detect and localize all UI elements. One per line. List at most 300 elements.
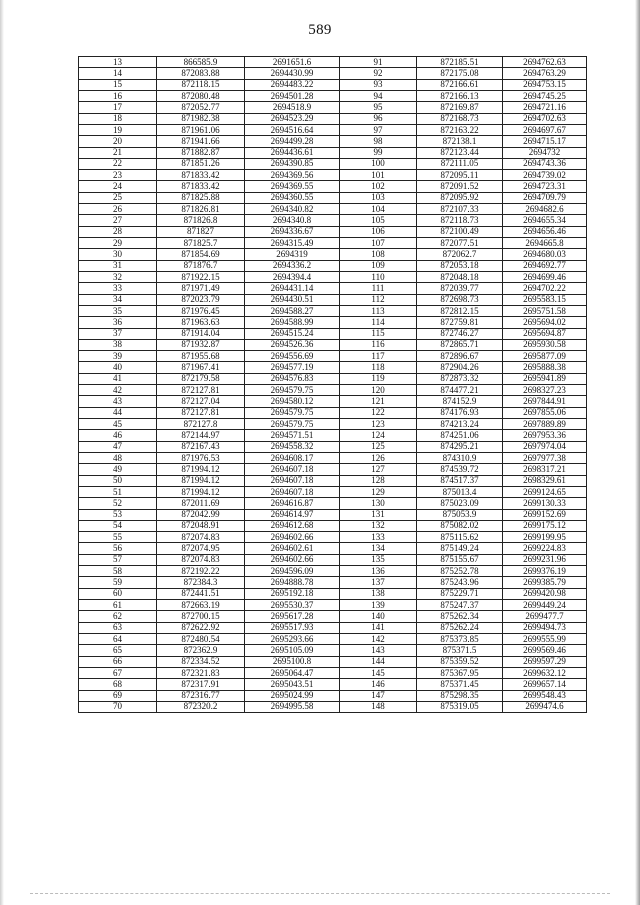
right-point-number-cell: 101 bbox=[340, 170, 417, 181]
right-x-coordinate-cell: 875371.45 bbox=[417, 679, 503, 690]
left-x-coordinate-cell: 872317.91 bbox=[157, 679, 245, 690]
right-point-number-cell: 141 bbox=[340, 622, 417, 633]
right-x-coordinate-cell: 872812.15 bbox=[417, 305, 503, 316]
left-point-number-cell: 30 bbox=[79, 249, 157, 260]
left-y-coordinate-cell: 2691651.6 bbox=[245, 57, 340, 68]
table-row bbox=[79, 102, 587, 113]
right-x-coordinate-cell: 872138.1 bbox=[417, 136, 503, 147]
right-point-number-cell: 147 bbox=[340, 690, 417, 701]
left-point-number-cell: 28 bbox=[79, 226, 157, 237]
table-row bbox=[79, 396, 587, 407]
right-x-coordinate-cell: 874477.21 bbox=[417, 385, 503, 396]
left-x-coordinate-cell: 872167.43 bbox=[157, 441, 245, 452]
right-point-number-cell: 136 bbox=[340, 566, 417, 577]
left-x-coordinate-cell: 872334.52 bbox=[157, 656, 245, 667]
left-y-coordinate-cell: 2694607.18 bbox=[245, 486, 340, 497]
left-x-coordinate-cell: 872011.69 bbox=[157, 498, 245, 509]
left-point-number-cell: 21 bbox=[79, 147, 157, 158]
left-y-coordinate-cell: 2694430.51 bbox=[245, 294, 340, 305]
right-y-coordinate-cell: 2694680.03 bbox=[503, 249, 587, 260]
right-x-coordinate-cell: 875252.78 bbox=[417, 566, 503, 577]
right-point-number-cell: 146 bbox=[340, 679, 417, 690]
left-y-coordinate-cell: 2694602.66 bbox=[245, 532, 340, 543]
left-point-number-cell: 15 bbox=[79, 79, 157, 90]
left-x-coordinate-cell: 872700.15 bbox=[157, 611, 245, 622]
table-row bbox=[79, 68, 587, 79]
right-point-number-cell: 99 bbox=[340, 147, 417, 158]
left-x-coordinate-cell: 871876.7 bbox=[157, 260, 245, 271]
right-y-coordinate-cell: 2699199.95 bbox=[503, 532, 587, 543]
page-bottom-rule bbox=[30, 893, 610, 894]
left-point-number-cell: 53 bbox=[79, 509, 157, 520]
table-row bbox=[79, 679, 587, 690]
right-x-coordinate-cell: 874539.72 bbox=[417, 464, 503, 475]
left-x-coordinate-cell: 872023.79 bbox=[157, 294, 245, 305]
left-y-coordinate-cell: 2694518.9 bbox=[245, 102, 340, 113]
left-x-coordinate-cell: 866585.9 bbox=[157, 57, 245, 68]
table-row bbox=[79, 441, 587, 452]
left-y-coordinate-cell: 2694515.24 bbox=[245, 328, 340, 339]
right-x-coordinate-cell: 875013.4 bbox=[417, 486, 503, 497]
left-x-coordinate-cell: 871963.63 bbox=[157, 317, 245, 328]
left-point-number-cell: 67 bbox=[79, 667, 157, 678]
right-y-coordinate-cell: 2699477.7 bbox=[503, 611, 587, 622]
right-y-coordinate-cell: 2694745.25 bbox=[503, 90, 587, 101]
page-number: 589 bbox=[308, 22, 332, 38]
left-x-coordinate-cell: 871961.06 bbox=[157, 124, 245, 135]
left-x-coordinate-cell: 872384.3 bbox=[157, 577, 245, 588]
left-point-number-cell: 40 bbox=[79, 362, 157, 373]
right-y-coordinate-cell: 2699231.96 bbox=[503, 554, 587, 565]
left-point-number-cell: 29 bbox=[79, 238, 157, 249]
left-x-coordinate-cell: 872074.83 bbox=[157, 554, 245, 565]
table-row bbox=[79, 170, 587, 181]
left-point-number-cell: 61 bbox=[79, 600, 157, 611]
right-point-number-cell: 108 bbox=[340, 249, 417, 260]
right-x-coordinate-cell: 872185.51 bbox=[417, 57, 503, 68]
table-row bbox=[79, 238, 587, 249]
left-y-coordinate-cell: 2694607.18 bbox=[245, 464, 340, 475]
right-y-coordinate-cell: 2694665.8 bbox=[503, 238, 587, 249]
right-point-number-cell: 125 bbox=[340, 441, 417, 452]
right-y-coordinate-cell: 2697977.38 bbox=[503, 452, 587, 463]
right-point-number-cell: 126 bbox=[340, 452, 417, 463]
right-y-coordinate-cell: 2695877.09 bbox=[503, 351, 587, 362]
right-point-number-cell: 123 bbox=[340, 419, 417, 430]
right-y-coordinate-cell: 2697855.06 bbox=[503, 407, 587, 418]
right-point-number-cell: 134 bbox=[340, 543, 417, 554]
left-y-coordinate-cell: 2694523.29 bbox=[245, 113, 340, 124]
right-point-number-cell: 98 bbox=[340, 136, 417, 147]
right-point-number-cell: 111 bbox=[340, 283, 417, 294]
left-point-number-cell: 58 bbox=[79, 566, 157, 577]
left-point-number-cell: 39 bbox=[79, 351, 157, 362]
right-y-coordinate-cell: 2699175.12 bbox=[503, 520, 587, 531]
left-y-coordinate-cell: 2694576.83 bbox=[245, 373, 340, 384]
table-row bbox=[79, 667, 587, 678]
left-point-number-cell: 59 bbox=[79, 577, 157, 588]
right-x-coordinate-cell: 875262.24 bbox=[417, 622, 503, 633]
right-y-coordinate-cell: 2697974.04 bbox=[503, 441, 587, 452]
right-point-number-cell: 118 bbox=[340, 362, 417, 373]
table-row bbox=[79, 158, 587, 169]
left-x-coordinate-cell: 872179.58 bbox=[157, 373, 245, 384]
right-y-coordinate-cell: 2694732 bbox=[503, 147, 587, 158]
left-y-coordinate-cell: 2694995.58 bbox=[245, 701, 340, 712]
left-y-coordinate-cell: 2694315.49 bbox=[245, 238, 340, 249]
left-y-coordinate-cell: 2694607.18 bbox=[245, 475, 340, 486]
right-point-number-cell: 107 bbox=[340, 238, 417, 249]
right-y-coordinate-cell: 2694753.15 bbox=[503, 79, 587, 90]
right-y-coordinate-cell: 2697844.91 bbox=[503, 396, 587, 407]
table-row bbox=[79, 520, 587, 531]
right-x-coordinate-cell: 875373.85 bbox=[417, 633, 503, 644]
left-y-coordinate-cell: 2694340.8 bbox=[245, 215, 340, 226]
right-point-number-cell: 127 bbox=[340, 464, 417, 475]
table-row bbox=[79, 294, 587, 305]
left-x-coordinate-cell: 872074.95 bbox=[157, 543, 245, 554]
left-y-coordinate-cell: 2694602.61 bbox=[245, 543, 340, 554]
right-x-coordinate-cell: 872118.73 bbox=[417, 215, 503, 226]
left-x-coordinate-cell: 872321.83 bbox=[157, 667, 245, 678]
right-point-number-cell: 116 bbox=[340, 339, 417, 350]
right-y-coordinate-cell: 2699632.12 bbox=[503, 667, 587, 678]
right-point-number-cell: 142 bbox=[340, 633, 417, 644]
right-point-number-cell: 121 bbox=[340, 396, 417, 407]
right-x-coordinate-cell: 872048.18 bbox=[417, 271, 503, 282]
right-y-coordinate-cell: 2695930.58 bbox=[503, 339, 587, 350]
left-point-number-cell: 70 bbox=[79, 701, 157, 712]
right-x-coordinate-cell: 875229.71 bbox=[417, 588, 503, 599]
left-point-number-cell: 48 bbox=[79, 452, 157, 463]
right-x-coordinate-cell: 872175.08 bbox=[417, 68, 503, 79]
left-y-coordinate-cell: 2694571.51 bbox=[245, 430, 340, 441]
table-row bbox=[79, 656, 587, 667]
left-x-coordinate-cell: 872048.91 bbox=[157, 520, 245, 531]
left-y-coordinate-cell: 2694319 bbox=[245, 249, 340, 260]
left-x-coordinate-cell: 871826.81 bbox=[157, 204, 245, 215]
left-point-number-cell: 31 bbox=[79, 260, 157, 271]
left-x-coordinate-cell: 871994.12 bbox=[157, 464, 245, 475]
left-y-coordinate-cell: 2694483.22 bbox=[245, 79, 340, 90]
right-x-coordinate-cell: 874310.9 bbox=[417, 452, 503, 463]
right-y-coordinate-cell: 2699474.6 bbox=[503, 701, 587, 712]
left-x-coordinate-cell: 871967.41 bbox=[157, 362, 245, 373]
table-row bbox=[79, 136, 587, 147]
table-row bbox=[79, 566, 587, 577]
table-row bbox=[79, 509, 587, 520]
table-row bbox=[79, 317, 587, 328]
left-point-number-cell: 66 bbox=[79, 656, 157, 667]
left-y-coordinate-cell: 2694390.85 bbox=[245, 158, 340, 169]
right-x-coordinate-cell: 872873.32 bbox=[417, 373, 503, 384]
right-x-coordinate-cell: 872166.61 bbox=[417, 79, 503, 90]
table-row bbox=[79, 215, 587, 226]
left-point-number-cell: 38 bbox=[79, 339, 157, 350]
right-point-number-cell: 105 bbox=[340, 215, 417, 226]
left-y-coordinate-cell: 2694360.55 bbox=[245, 192, 340, 203]
right-point-number-cell: 95 bbox=[340, 102, 417, 113]
table-row bbox=[79, 79, 587, 90]
left-point-number-cell: 69 bbox=[79, 690, 157, 701]
table-row bbox=[79, 305, 587, 316]
left-point-number-cell: 16 bbox=[79, 90, 157, 101]
right-x-coordinate-cell: 875367.95 bbox=[417, 667, 503, 678]
left-y-coordinate-cell: 2694588.99 bbox=[245, 317, 340, 328]
right-point-number-cell: 135 bbox=[340, 554, 417, 565]
right-y-coordinate-cell: 2699420.98 bbox=[503, 588, 587, 599]
left-y-coordinate-cell: 2694336.67 bbox=[245, 226, 340, 237]
right-y-coordinate-cell: 2699449.24 bbox=[503, 600, 587, 611]
right-y-coordinate-cell: 2699569.46 bbox=[503, 645, 587, 656]
left-y-coordinate-cell: 2694516.64 bbox=[245, 124, 340, 135]
left-point-number-cell: 68 bbox=[79, 679, 157, 690]
right-point-number-cell: 113 bbox=[340, 305, 417, 316]
right-point-number-cell: 100 bbox=[340, 158, 417, 169]
right-y-coordinate-cell: 2694743.36 bbox=[503, 158, 587, 169]
right-y-coordinate-cell: 2695583.15 bbox=[503, 294, 587, 305]
right-x-coordinate-cell: 872759.81 bbox=[417, 317, 503, 328]
right-x-coordinate-cell: 872111.05 bbox=[417, 158, 503, 169]
table-row bbox=[79, 57, 587, 68]
left-y-coordinate-cell: 2694369.56 bbox=[245, 170, 340, 181]
right-x-coordinate-cell: 872107.33 bbox=[417, 204, 503, 215]
left-y-coordinate-cell: 2694436.61 bbox=[245, 147, 340, 158]
left-point-number-cell: 32 bbox=[79, 271, 157, 282]
table-row bbox=[79, 124, 587, 135]
left-x-coordinate-cell: 871825.7 bbox=[157, 238, 245, 249]
left-x-coordinate-cell: 871825.88 bbox=[157, 192, 245, 203]
left-y-coordinate-cell: 2694577.19 bbox=[245, 362, 340, 373]
left-point-number-cell: 33 bbox=[79, 283, 157, 294]
left-y-coordinate-cell: 2695105.09 bbox=[245, 645, 340, 656]
right-y-coordinate-cell: 2694762.63 bbox=[503, 57, 587, 68]
table-row bbox=[79, 373, 587, 384]
right-y-coordinate-cell: 2694702.63 bbox=[503, 113, 587, 124]
left-point-number-cell: 35 bbox=[79, 305, 157, 316]
left-point-number-cell: 34 bbox=[79, 294, 157, 305]
left-x-coordinate-cell: 872127.04 bbox=[157, 396, 245, 407]
right-x-coordinate-cell: 875155.67 bbox=[417, 554, 503, 565]
right-x-coordinate-cell: 874176.93 bbox=[417, 407, 503, 418]
table-row bbox=[79, 328, 587, 339]
right-point-number-cell: 93 bbox=[340, 79, 417, 90]
right-x-coordinate-cell: 872100.49 bbox=[417, 226, 503, 237]
table-body bbox=[79, 57, 587, 713]
right-y-coordinate-cell: 2699376.19 bbox=[503, 566, 587, 577]
right-point-number-cell: 119 bbox=[340, 373, 417, 384]
right-point-number-cell: 128 bbox=[340, 475, 417, 486]
right-x-coordinate-cell: 875319.05 bbox=[417, 701, 503, 712]
right-y-coordinate-cell: 2699385.79 bbox=[503, 577, 587, 588]
table-row bbox=[79, 339, 587, 350]
right-y-coordinate-cell: 2695941.89 bbox=[503, 373, 587, 384]
right-x-coordinate-cell: 872123.44 bbox=[417, 147, 503, 158]
left-x-coordinate-cell: 871882.87 bbox=[157, 147, 245, 158]
right-y-coordinate-cell: 2694723.31 bbox=[503, 181, 587, 192]
left-x-coordinate-cell: 872074.83 bbox=[157, 532, 245, 543]
coordinates-table bbox=[78, 56, 587, 713]
left-y-coordinate-cell: 2694336.2 bbox=[245, 260, 340, 271]
table-row bbox=[79, 498, 587, 509]
right-point-number-cell: 94 bbox=[340, 90, 417, 101]
left-x-coordinate-cell: 871932.87 bbox=[157, 339, 245, 350]
left-x-coordinate-cell: 871827 bbox=[157, 226, 245, 237]
table-row bbox=[79, 385, 587, 396]
right-x-coordinate-cell: 872039.77 bbox=[417, 283, 503, 294]
right-y-coordinate-cell: 2699555.99 bbox=[503, 633, 587, 644]
right-y-coordinate-cell: 2694763.29 bbox=[503, 68, 587, 79]
left-x-coordinate-cell: 871994.12 bbox=[157, 475, 245, 486]
left-point-number-cell: 18 bbox=[79, 113, 157, 124]
left-point-number-cell: 44 bbox=[79, 407, 157, 418]
right-x-coordinate-cell: 872698.73 bbox=[417, 294, 503, 305]
left-y-coordinate-cell: 2694614.97 bbox=[245, 509, 340, 520]
table-row bbox=[79, 611, 587, 622]
left-x-coordinate-cell: 871976.53 bbox=[157, 452, 245, 463]
right-x-coordinate-cell: 875082.02 bbox=[417, 520, 503, 531]
left-point-number-cell: 42 bbox=[79, 385, 157, 396]
right-x-coordinate-cell: 875115.62 bbox=[417, 532, 503, 543]
left-y-coordinate-cell: 2695100.8 bbox=[245, 656, 340, 667]
left-y-coordinate-cell: 2694499.28 bbox=[245, 136, 340, 147]
left-point-number-cell: 65 bbox=[79, 645, 157, 656]
right-y-coordinate-cell: 2694702.22 bbox=[503, 283, 587, 294]
right-x-coordinate-cell: 872904.26 bbox=[417, 362, 503, 373]
right-point-number-cell: 110 bbox=[340, 271, 417, 282]
left-y-coordinate-cell: 2694608.17 bbox=[245, 452, 340, 463]
right-point-number-cell: 148 bbox=[340, 701, 417, 712]
left-point-number-cell: 50 bbox=[79, 475, 157, 486]
table-row bbox=[79, 633, 587, 644]
left-point-number-cell: 49 bbox=[79, 464, 157, 475]
left-x-coordinate-cell: 872127.81 bbox=[157, 385, 245, 396]
table-row bbox=[79, 554, 587, 565]
right-x-coordinate-cell: 872053.18 bbox=[417, 260, 503, 271]
left-x-coordinate-cell: 872362.9 bbox=[157, 645, 245, 656]
left-y-coordinate-cell: 2695530.37 bbox=[245, 600, 340, 611]
left-y-coordinate-cell: 2695293.66 bbox=[245, 633, 340, 644]
right-x-coordinate-cell: 874517.37 bbox=[417, 475, 503, 486]
left-y-coordinate-cell: 2694596.09 bbox=[245, 566, 340, 577]
left-point-number-cell: 24 bbox=[79, 181, 157, 192]
right-x-coordinate-cell: 872896.67 bbox=[417, 351, 503, 362]
left-y-coordinate-cell: 2694558.32 bbox=[245, 441, 340, 452]
left-point-number-cell: 37 bbox=[79, 328, 157, 339]
right-y-coordinate-cell: 2699124.65 bbox=[503, 486, 587, 497]
left-x-coordinate-cell: 871833.42 bbox=[157, 170, 245, 181]
table-row bbox=[79, 543, 587, 554]
right-point-number-cell: 103 bbox=[340, 192, 417, 203]
table-row bbox=[79, 645, 587, 656]
left-point-number-cell: 45 bbox=[79, 419, 157, 430]
right-point-number-cell: 112 bbox=[340, 294, 417, 305]
left-point-number-cell: 13 bbox=[79, 57, 157, 68]
right-point-number-cell: 114 bbox=[340, 317, 417, 328]
left-y-coordinate-cell: 2695517.93 bbox=[245, 622, 340, 633]
right-point-number-cell: 96 bbox=[340, 113, 417, 124]
right-x-coordinate-cell: 875149.24 bbox=[417, 543, 503, 554]
right-point-number-cell: 115 bbox=[340, 328, 417, 339]
left-y-coordinate-cell: 2694612.68 bbox=[245, 520, 340, 531]
left-y-coordinate-cell: 2694394.4 bbox=[245, 271, 340, 282]
right-x-coordinate-cell: 872062.7 bbox=[417, 249, 503, 260]
table-row bbox=[79, 588, 587, 599]
left-x-coordinate-cell: 872080.48 bbox=[157, 90, 245, 101]
left-x-coordinate-cell: 872127.8 bbox=[157, 419, 245, 430]
right-point-number-cell: 104 bbox=[340, 204, 417, 215]
table-row bbox=[79, 351, 587, 362]
left-x-coordinate-cell: 871976.45 bbox=[157, 305, 245, 316]
left-x-coordinate-cell: 872042.99 bbox=[157, 509, 245, 520]
left-point-number-cell: 36 bbox=[79, 317, 157, 328]
left-x-coordinate-cell: 872441.51 bbox=[157, 588, 245, 599]
table-row bbox=[79, 452, 587, 463]
table-row bbox=[79, 90, 587, 101]
left-x-coordinate-cell: 872083.88 bbox=[157, 68, 245, 79]
left-point-number-cell: 17 bbox=[79, 102, 157, 113]
left-x-coordinate-cell: 871971.49 bbox=[157, 283, 245, 294]
right-y-coordinate-cell: 2695888.38 bbox=[503, 362, 587, 373]
left-x-coordinate-cell: 871941.66 bbox=[157, 136, 245, 147]
right-point-number-cell: 124 bbox=[340, 430, 417, 441]
right-point-number-cell: 131 bbox=[340, 509, 417, 520]
left-point-number-cell: 60 bbox=[79, 588, 157, 599]
right-point-number-cell: 139 bbox=[340, 600, 417, 611]
right-y-coordinate-cell: 2694656.46 bbox=[503, 226, 587, 237]
left-point-number-cell: 54 bbox=[79, 520, 157, 531]
table-row bbox=[79, 249, 587, 260]
table-row bbox=[79, 600, 587, 611]
left-x-coordinate-cell: 871982.38 bbox=[157, 113, 245, 124]
right-x-coordinate-cell: 874213.24 bbox=[417, 419, 503, 430]
left-x-coordinate-cell: 871854.69 bbox=[157, 249, 245, 260]
table-row bbox=[79, 430, 587, 441]
right-x-coordinate-cell: 872168.73 bbox=[417, 113, 503, 124]
left-x-coordinate-cell: 872192.22 bbox=[157, 566, 245, 577]
right-y-coordinate-cell: 2695751.58 bbox=[503, 305, 587, 316]
right-y-coordinate-cell: 2699152.69 bbox=[503, 509, 587, 520]
right-point-number-cell: 137 bbox=[340, 577, 417, 588]
right-x-coordinate-cell: 875023.09 bbox=[417, 498, 503, 509]
right-y-coordinate-cell: 2694721.16 bbox=[503, 102, 587, 113]
right-y-coordinate-cell: 2694682.6 bbox=[503, 204, 587, 215]
right-point-number-cell: 138 bbox=[340, 588, 417, 599]
right-point-number-cell: 109 bbox=[340, 260, 417, 271]
left-point-number-cell: 47 bbox=[79, 441, 157, 452]
right-point-number-cell: 143 bbox=[340, 645, 417, 656]
left-point-number-cell: 57 bbox=[79, 554, 157, 565]
left-x-coordinate-cell: 871826.8 bbox=[157, 215, 245, 226]
right-x-coordinate-cell: 872095.11 bbox=[417, 170, 503, 181]
right-x-coordinate-cell: 875262.34 bbox=[417, 611, 503, 622]
right-point-number-cell: 102 bbox=[340, 181, 417, 192]
left-x-coordinate-cell: 871914.04 bbox=[157, 328, 245, 339]
table-row bbox=[79, 464, 587, 475]
left-x-coordinate-cell: 872052.77 bbox=[157, 102, 245, 113]
left-x-coordinate-cell: 872663.19 bbox=[157, 600, 245, 611]
left-y-coordinate-cell: 2694579.75 bbox=[245, 419, 340, 430]
left-point-number-cell: 19 bbox=[79, 124, 157, 135]
right-x-coordinate-cell: 872746.27 bbox=[417, 328, 503, 339]
right-x-coordinate-cell: 874251.06 bbox=[417, 430, 503, 441]
right-x-coordinate-cell: 875371.5 bbox=[417, 645, 503, 656]
right-point-number-cell: 97 bbox=[340, 124, 417, 135]
right-point-number-cell: 140 bbox=[340, 611, 417, 622]
left-y-coordinate-cell: 2694616.87 bbox=[245, 498, 340, 509]
left-x-coordinate-cell: 872622.92 bbox=[157, 622, 245, 633]
left-x-coordinate-cell: 871851.26 bbox=[157, 158, 245, 169]
